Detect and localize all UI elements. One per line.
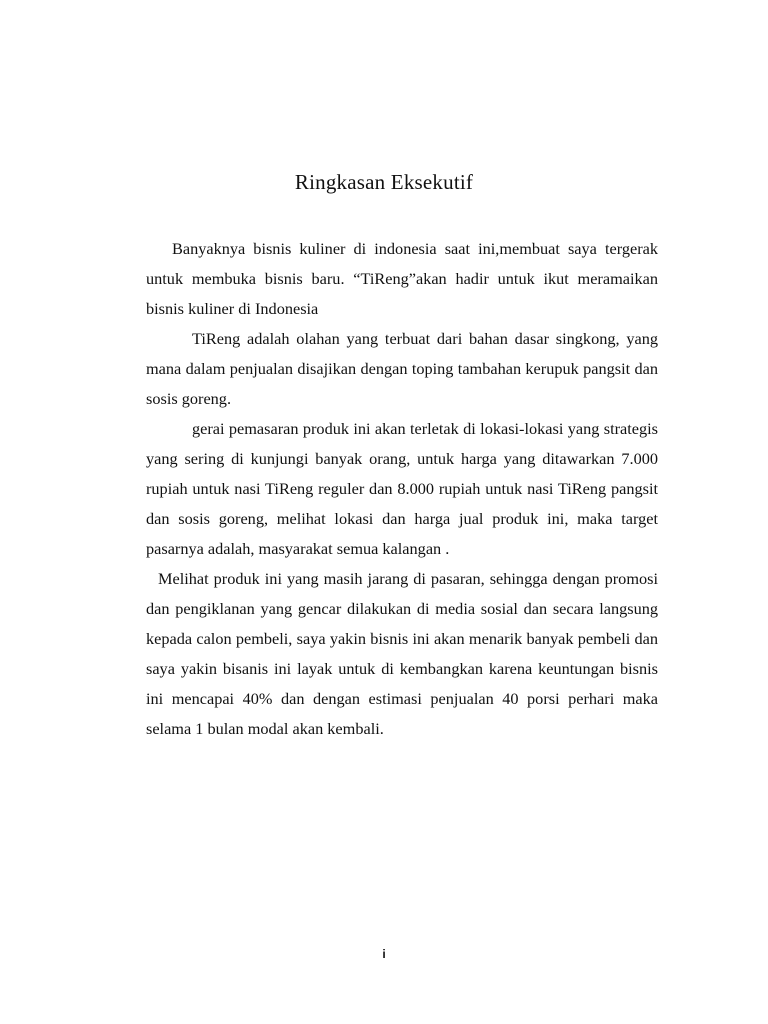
paragraph-marketing: gerai pemasaran produk ini akan terletak di lokasi-lokasi yang strategis yang sering di kunjungi banyak orang, untuk harga yang ditawarkan 7.000 rupiah untuk nasi TiReng reguler dan 8.000 rupiah untuk nasi TiReng pangsit dan sosis goreng, melihat lokasi dan harga jual produk ini, maka target pasarnya adalah, masyarakat semua kalangan . [146,419,658,558]
paragraph-intro: Banyaknya bisnis kuliner di indonesia saat ini,membuat saya tergerak untuk membuka bisnis baru. “TiReng”akan hadir untuk ikut meramaikan bisnis kuliner di Indonesia [146,239,658,318]
paragraph-conclusion: Melihat produk ini yang masih jarang di pasaran, sehingga dengan promosi dan pengiklanan yang gencar dilakukan di media sosial dan secara langsung kepada calon pembeli, saya yakin bisnis ini akan menarik banyak pembeli dan saya yakin bisanis ini layak untuk di kembangkan karena keuntungan bisnis ini mencapai 40% dan dengan estimasi penjualan 40 porsi perhari maka selama 1 bulan modal akan kembali. [146,569,658,738]
document-body [146,234,658,744]
page-number: i [382,947,386,961]
paragraph-product: TiReng adalah olahan yang terbuat dari bahan dasar singkong, yang mana dalam penjualan disajikan dengan toping tambahan kerupuk pangsit dan sosis goreng. [146,329,658,408]
document-title: Ringkasan Eksekutif [294,170,474,194]
